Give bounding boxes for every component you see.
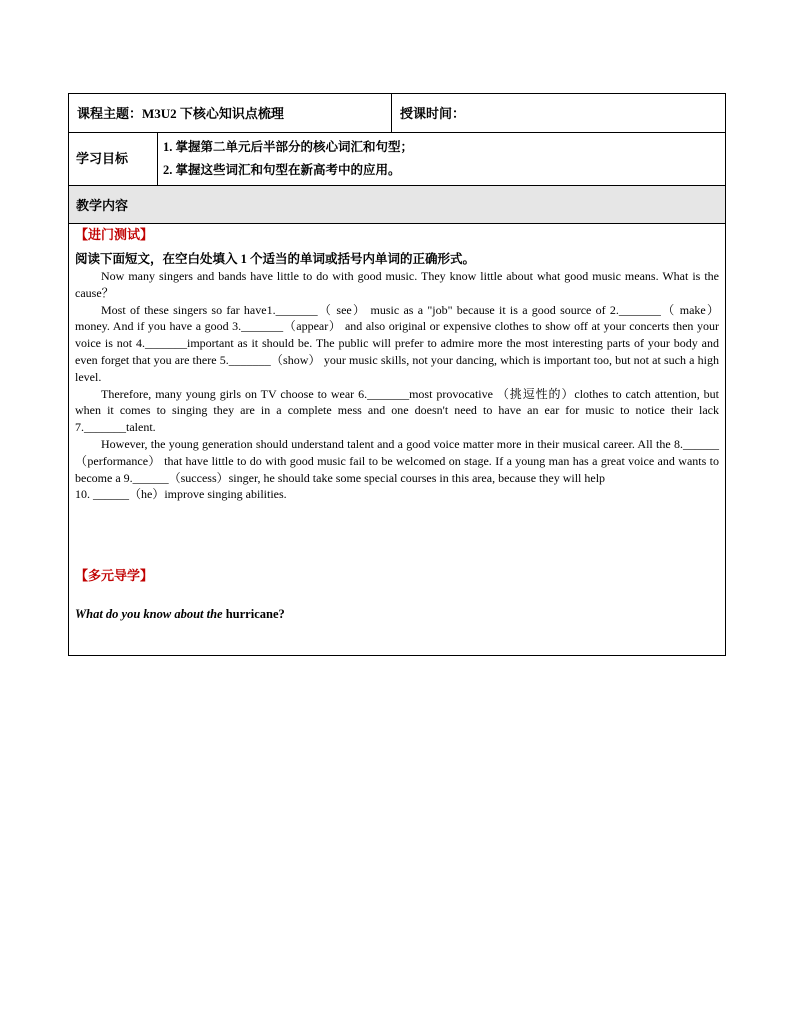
passage-paragraph: Most of these singers so far have1._______（ see） music as a "job" because it is a good source of 2._______（ make） money. And if you have a good 3._______（appear） and also original or expensive clothes to show off at your concerts then your voice is not 4._______important as it should be. The public will prefer to admire more the most interesting parts of your body and even forget that you are there 5._______（show） your music skills, not your dancing, which is important too, but not at such a high level.	[75, 302, 719, 384]
guide-question-plain: hurricane?	[222, 607, 285, 622]
content-row	[69, 224, 725, 655]
passage-paragraph: Now many singers and bands have little to do with good music. They know little about what good music means. What is the cause？	[75, 269, 719, 300]
objectives-label: 学习目标	[69, 133, 158, 185]
section-test-title: 【进门测试】	[75, 227, 154, 242]
test-instruction: 阅读下面短文，在空白处填入 1 个适当的单词或括号内单词的正确形式。	[75, 252, 476, 266]
passage-paragraph: 10. ______（he）improve singing abilities.	[75, 487, 287, 502]
content-label-row	[69, 186, 725, 224]
objectives-row	[69, 133, 725, 186]
guide-question	[75, 607, 719, 622]
objectives-list	[158, 133, 725, 185]
header-row	[69, 94, 725, 133]
class-time: 授课时间：	[400, 106, 466, 121]
passage-paragraph: Therefore, many young girls on TV choose to wear 6._______most provocative （挑逗性的）clothes to catch attention, but when it comes to singing they are in a complete mess and one doesn't need to have an ear for music to notice their lack 7._______talent.	[75, 386, 719, 435]
course-topic: 课程主题：M3U2 下核心知识点梳理	[69, 94, 392, 132]
section-guide-title: 【多元导学】	[75, 568, 154, 584]
objective-item: 2. 掌握这些词汇和句型在新高考中的应用。	[163, 163, 401, 177]
guide-question-italic: What do you know about the	[75, 607, 223, 622]
objective-item: 1. 掌握第二单元后半部分的核心词汇和句型；	[163, 140, 414, 154]
content-body	[69, 224, 725, 655]
passage-paragraph: However, the young generation should understand talent and a good voice matter more in their musical career. All the 8.______（performance） that have little to do with good music fail to be welcomed on stage. If a young man has a great voice and wants to become a 9.______（success）singer, he should take some special courses in this area, because they will help	[75, 436, 719, 485]
content-label: 教学内容	[76, 198, 129, 213]
lesson-plan-table	[68, 93, 726, 656]
